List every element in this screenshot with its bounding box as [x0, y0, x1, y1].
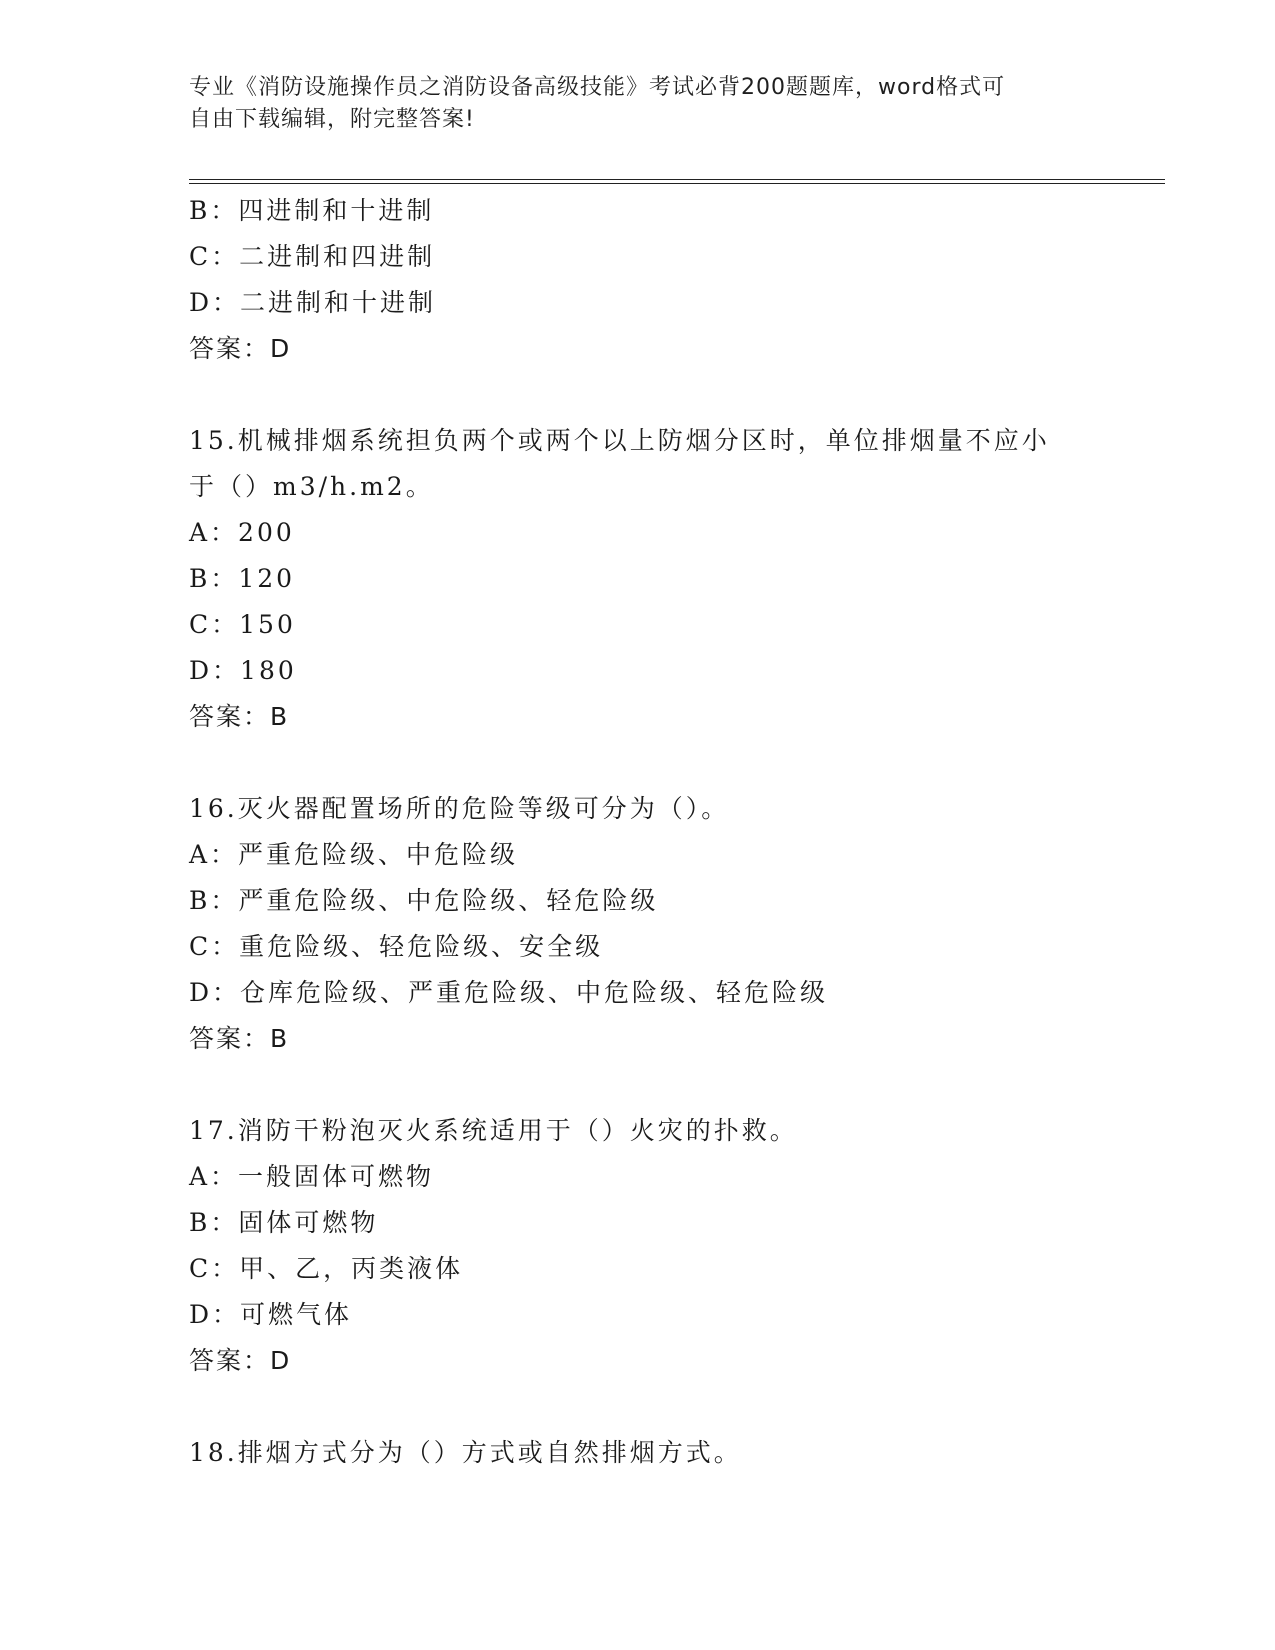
option-d: D：仓库危险级、严重危险级、中危险级、轻危险级 [189, 978, 829, 1007]
answer: 答案：B [189, 702, 290, 731]
option-b: B：四进制和十进制 [189, 196, 435, 225]
option-a: A：一般固体可燃物 [189, 1162, 435, 1191]
question-stem: 17.消防干粉泡灭火系统适用于（）火灾的扑救。 [189, 1116, 798, 1145]
header-line-1: 专业《消防设施操作员之消防设备高级技能》考试必背200题题库，word格式可 [189, 75, 1006, 100]
option-d: D：可燃气体 [189, 1300, 353, 1329]
option-c: C：重危险级、轻危险级、安全级 [189, 932, 604, 961]
header-line-2: 自由下载编辑，附完整答案! [189, 107, 475, 132]
answer: 答案：D [189, 334, 292, 363]
answer: 答案：D [189, 1346, 292, 1375]
question-stem: 16.灭火器配置场所的危险等级可分为（）。 [189, 794, 730, 823]
question-18 [189, 1430, 1149, 1476]
question-16 [189, 786, 1149, 1062]
answer: 答案：B [189, 1024, 290, 1053]
option-c: C：二进制和四进制 [189, 242, 436, 271]
question-17 [189, 1108, 1149, 1384]
header-divider-top [189, 179, 1165, 180]
question-stem-line-2: 于（）m3/h.m2。 [189, 472, 434, 501]
option-c: C：150 [189, 610, 296, 639]
option-b: B：120 [189, 564, 296, 593]
question-list [189, 188, 1149, 1476]
header-divider-bottom [189, 183, 1165, 184]
option-a: A：严重危险级、中危险级 [189, 840, 519, 869]
document-header [189, 72, 1069, 136]
option-d: D：二进制和十进制 [189, 288, 437, 317]
question-stem-line-1: 15.机械排烟系统担负两个或两个以上防烟分区时，单位排烟量不应小 [189, 426, 1050, 455]
option-a: A：200 [189, 518, 295, 547]
question-stem: 18.排烟方式分为（）方式或自然排烟方式。 [189, 1438, 742, 1467]
option-c: C：甲、乙，丙类液体 [189, 1254, 464, 1283]
question-15 [189, 418, 1149, 740]
question-14 [189, 188, 1149, 372]
option-b: B：严重危险级、中危险级、轻危险级 [189, 886, 659, 915]
option-b: B：固体可燃物 [189, 1208, 379, 1237]
option-d: D：180 [189, 656, 297, 685]
